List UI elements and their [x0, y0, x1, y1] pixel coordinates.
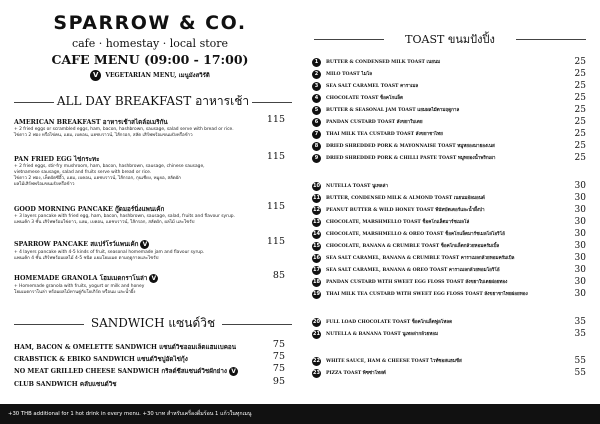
toast-name: BUTTER, CONDENSED MILK & ALMOND TOAST เนยนมอัลมอนด์	[326, 196, 485, 201]
item-number-badge: 3	[312, 82, 321, 91]
toast-name: PIZZA TOAST พิซซ่าโทสต์	[326, 371, 386, 376]
vegetarian-icon: V	[229, 367, 238, 376]
toast-item	[312, 330, 590, 341]
item-number-badge: 10	[313, 183, 320, 189]
toast-item	[312, 266, 590, 277]
item-price: 115	[266, 114, 285, 125]
breakfast-heading: ALL DAY BREAKFAST อาหารเช้า	[14, 92, 292, 111]
toast-item	[312, 82, 590, 93]
item-number-badge: 1	[312, 58, 321, 67]
item-number-badge: 9	[312, 154, 321, 163]
toast-item	[312, 218, 590, 229]
toast-item	[312, 194, 590, 205]
item-price: 30	[574, 289, 586, 299]
toast-name: THAI MILK TEA CUSTARD TOAST สังขยาชาไทย	[326, 132, 443, 137]
footer-note: +30 THB additional for 1 hot drink in every menu. +30 บาท สำหรับเครื่องดื่มร้อน 1 แก้วในทุกเมนู	[0, 404, 600, 424]
toast-name: SEA SALT CARAMEL TOAST คาราเมล	[326, 84, 419, 89]
item-number-badge: 19	[313, 291, 320, 297]
left-column	[0, 0, 300, 404]
item-description: + 4 layers pancake with 4-5 kinds of fruit, seasonal homemade jam and flavour syrup. แพนเค้ก 4 ชั้น เสิร์ฟพร้อมผลไม้ 4-5 ชนิด แยมโฮมเมด ตามฤดูกาลและไซรัป	[14, 250, 205, 261]
vegetarian-legend	[0, 70, 300, 81]
toast-item	[312, 206, 590, 217]
item-price: 25	[574, 69, 586, 79]
sandwich-item: CLUB SANDWICH คลับแซนด์วิช	[14, 381, 117, 388]
toast-name: CHOCOLATE TOAST ช็อคโกแล็ต	[326, 96, 403, 101]
toast-name: FULL LOAD CHOCOLATE TOAST ช็อคโกแล็ตฟูลโหลด	[326, 320, 453, 325]
item-number-badge: 21	[313, 331, 320, 337]
item-price: 30	[574, 193, 586, 203]
toast-item	[312, 154, 590, 165]
toast-name: MILO TOAST ไมโล	[326, 72, 373, 77]
item-price: 25	[574, 93, 586, 103]
item-price: 115	[266, 201, 285, 212]
divider	[222, 324, 292, 325]
item-number-badge: 16	[313, 255, 320, 261]
sandwich-item: HAM, BACON & OMELETTE SANDWICH แซนด์วิชออมเล็ตแฮมเบคอน	[14, 344, 237, 351]
toast-item	[312, 254, 590, 265]
item-price: 25	[574, 117, 586, 127]
item-price: 35	[574, 317, 586, 327]
toast-item	[312, 94, 590, 105]
toast-item	[312, 230, 590, 241]
item-price: 75	[272, 351, 285, 362]
divider	[314, 39, 384, 40]
item-price: 115	[266, 151, 285, 162]
toast-item	[312, 318, 590, 329]
item-number-badge: 20	[313, 319, 320, 325]
item-price: 30	[574, 253, 586, 263]
toast-name: SEA SALT CARAMEL, BANANA & CRUMBLE TOAST คาราเมลกล้วยหอมครัมเบิล	[326, 256, 515, 261]
item-number-badge: 11	[313, 195, 320, 201]
divider	[516, 39, 586, 40]
toast-item	[312, 369, 590, 380]
menu-item-homemade-granola: HOMEMADE GRANOLA โฮมเมดกราโนล่า V	[14, 273, 280, 283]
vegetarian-label: VEGETARIAN MENU, เมนูมังสวิรัติ	[105, 72, 210, 79]
divider	[252, 102, 292, 103]
item-description: + Homemade granola with fruits, yogurt or milk and honey โฮมเมดกราโนล่า พร้อมผลไม้ทานคู่กับโยเกิร์ต หรือนม และน้ำผึ้ง	[14, 284, 145, 295]
item-price: 30	[574, 217, 586, 227]
item-price: 25	[574, 153, 586, 163]
item-number-badge: 13	[313, 219, 320, 225]
item-price: 30	[574, 181, 586, 191]
item-price: 35	[574, 329, 586, 339]
vegetarian-icon: V	[90, 70, 101, 81]
item-number-badge: 23	[313, 370, 320, 376]
menu-title: CAFE MENU (09:00 - 17:00)	[51, 52, 249, 67]
sandwich-item: NO MEAT GRILLED CHEESE SANDWICH กริลด์ชีสแซนด์วิชผักย่าง V	[14, 366, 238, 376]
item-price: 25	[574, 141, 586, 151]
toast-item	[312, 182, 590, 193]
toast-item	[312, 70, 590, 81]
item-number-badge: 7	[312, 130, 321, 139]
item-number-badge: 6	[312, 118, 321, 127]
item-description: + 2 fried eggs or scrambled eggs, ham, bacon, hashbrown, sausage, salad serve with bread or rice. ไข่ดาว 2 ฟอง หรือไข่คน, แฮม, เบคอน, แฮชบราวน์, ไส้กรอก, สลัด เสิร์ฟพร้อมขนมปังหรือข้าว	[14, 127, 234, 138]
sandwich-heading: SANDWICH แซนด์วิช	[14, 314, 292, 333]
item-number-badge: 4	[312, 94, 321, 103]
item-price: 25	[574, 105, 586, 115]
toast-name: BUTTER & SEASONAL JAM TOAST แยมผลไม้ตามฤดูกาล	[326, 108, 460, 113]
item-price: 75	[272, 339, 285, 350]
toast-name: THAI MILK TEA CUSTARD WITH SWEET EGG FLOSS TOAST สังขยาชาไทยฝอยทอง	[326, 292, 528, 297]
right-column	[300, 0, 600, 404]
toast-name: CHOCOLATE, BANANA & CRUMBLE TOAST ช็อคโกแล็ตกล้วยหอมครัมเบิ้ล	[326, 244, 500, 249]
item-price: 30	[574, 229, 586, 239]
item-description: + 3 layers pancake with fried egg, ham, bacon, hashbrown, sausage, salad, fruits and flavour syrup. แพนเค้ก 3 ชั้น เสิร์ฟพร้อมไข่ดาว, แฮม, เบคอน, แฮชบราวน์, ไส้กรอก, สลัดผัก, ผลไม้ และไซรัป	[14, 214, 235, 225]
item-number-badge: 5	[312, 106, 321, 115]
menu-item-sparrow-pancake: SPARROW PANCAKE สแปร์โรว์แพนเค้ก V	[14, 239, 280, 249]
item-price: 55	[574, 356, 586, 366]
toast-item	[312, 130, 590, 141]
item-price: 30	[574, 205, 586, 215]
item-number-badge: 14	[313, 231, 320, 237]
item-price: 95	[272, 376, 285, 387]
item-number-badge: 15	[313, 243, 320, 249]
toast-item	[312, 118, 590, 129]
toast-item	[312, 242, 590, 253]
divider	[14, 102, 54, 103]
divider	[14, 324, 84, 325]
toast-name: CHOCOLATE, MARSHMELLO TOAST ช็อคโกแล็ตมาร์ชเมลโล่	[326, 220, 470, 225]
item-price: 30	[574, 265, 586, 275]
item-number-badge: 8	[312, 142, 321, 151]
tagline: cafe · homestay · local store	[71, 37, 229, 50]
toast-name: SEA SALT CARAMEL, BANANA & OREO TOAST คาราเมลกล้วยหอมโอริโอ้	[326, 268, 500, 273]
toast-name: PANDAN CUSTARD TOAST สังขยาใบเตย	[326, 120, 423, 125]
item-price: 75	[272, 363, 285, 374]
toast-name: DRIED SHREDDED PORK & CHILLI PASTE TOAST หมูหยองน้ำพริกเผา	[326, 156, 496, 161]
item-price: 30	[574, 241, 586, 251]
item-description: + 2 fried eggs, stir-fry mushroom, ham, bacon, hashbrown, sausage, chinese sausage, vietnamese sausage, salad and fruits serve with bread or rice. ไข่ดาว 2 ฟอง, เห็ดผัดซีอิ๊ว, แฮม, เบคอน, แฮชบราวน์, ไส้กรอก, กุนเชียง, หมูยอ, สลัดผัก ผลไม้เสิร์ฟพร้อมขนมปังหรือข้าว	[14, 164, 205, 187]
menu-item-pan-fried-egg: PAN FRIED EGG ไข่กระทะ	[14, 156, 100, 163]
toast-name: CHOCOLATE, MARSHMELLO & OREO TOAST ช็อคโกแล็ตมาร์ชเมลโล่โอริโอ้	[326, 232, 505, 237]
item-number-badge: 18	[313, 279, 320, 285]
toast-name: BUTTER & CONDENSED MILK TOAST เนยนม	[326, 60, 441, 65]
toast-item	[312, 290, 590, 301]
toast-item	[312, 106, 590, 117]
toast-heading: TOAST ขนมปังปิ้ง	[314, 30, 586, 48]
item-price: 85	[272, 270, 285, 281]
item-price: 55	[574, 368, 586, 378]
toast-item	[312, 58, 590, 69]
sandwich-item: CRABSTICK & EBIKO SANDWICH แซนด์วิชปูอัดไข่กุ้ง	[14, 356, 188, 363]
item-number-badge: 2	[312, 70, 321, 79]
menu-item-good-morning-pancake: GOOD MORNING PANCAKE กู๊ดมอร์นิ่งแพนเค้ก	[14, 206, 165, 213]
item-number-badge: 22	[313, 358, 320, 364]
toast-item	[312, 357, 590, 368]
toast-name: WHITE SAUCE, HAM & CHEESE TOAST ไวท์ซอสแฮมชีส	[326, 359, 462, 364]
vegetarian-icon: V	[140, 240, 149, 249]
item-number-badge: 17	[313, 267, 320, 273]
brand-title: SPARROW & CO.	[53, 12, 247, 34]
item-price: 25	[574, 129, 586, 139]
menu-item-american-breakfast: AMERICAN BREAKFAST อาหารเช้าสไตล์อเมริกัน	[14, 119, 168, 126]
toast-name: PEANUT BUTTER & WILD HONEY TOAST พีนัทบัตเตอร์และน้ำผึ้งป่า	[326, 208, 485, 213]
toast-name: NUTELLA & BANANA TOAST นูเทลล่ากล้วยหอม	[326, 332, 439, 337]
toast-item	[312, 142, 590, 153]
item-number-badge: 12	[313, 207, 320, 213]
toast-name: PANDAN CUSTARD WITH SWEET EGG FLOSS TOAST สังขยาใบเตยฝอยทอง	[326, 280, 508, 285]
toast-name: DRIED SHREDDED PORK & MAYONNAISE TOAST หมูหยองมายองเนส	[326, 144, 495, 149]
item-price: 25	[574, 81, 586, 91]
item-price: 115	[266, 236, 285, 247]
toast-name: NUTELLA TOAST นูเทลล่า	[326, 184, 389, 189]
vegetarian-icon: V	[149, 274, 158, 283]
item-price: 30	[574, 277, 586, 287]
item-price: 25	[574, 57, 586, 67]
toast-item	[312, 278, 590, 289]
